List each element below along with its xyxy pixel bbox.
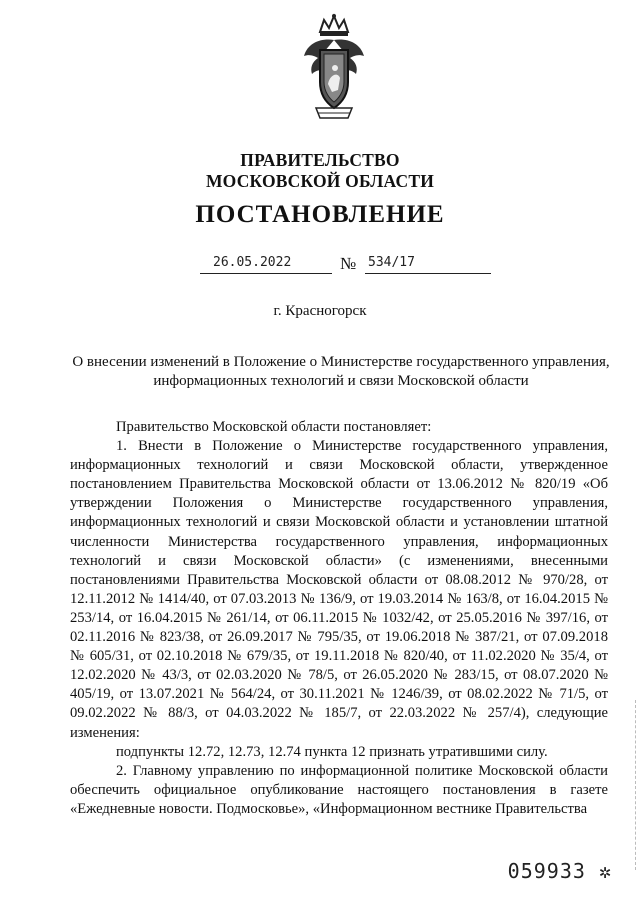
number-sign: № bbox=[340, 254, 357, 273]
item-1-paragraph: 1. Внести в Положение о Министерстве государственного управления, информационных технологий и связи Московской области, утвержденное постановлением Правительства Московской области от 13.06.2012 № 820/19 «Об утверждении Положения о Министерстве государственного управления, информационных технологий и связи Московской области и установлении штатной численности Министерства государственного управления, информационных технологий и связи Московской области» (с изменениями, внесенными постановлениями Правительства Московской области от 08.08.2012 № 970/28, от 12.11.2012 № 1414/40, от 07.03.2013 № 136/9, от 19.03.2014 № 163/8, от 16.04.2015 № 253/14, от 16.04.2015 № 261/14, от 06.11.2015 № 1032/42, от 25.05.2016 № 397/16, от 02.11.2016 № 823/38, от 26.09.2017 № 795/35, от 19.06.2018 № 387/21, от 07.09.2018 № 605/31, от 02.10.2018 № 679/35, от 19.11.2018 № 820/40, от 11.02.2020 № 35/4, от 12.02.2020 № 43/3, от 02.03.2020 № 78/5, от 26.05.2020 № 283/15, от 08.07.2020 № 405/19, от 13.07.2021 № 564/24, от 30.11.2021 № 1246/39, от 08.02.2022 № 71/5, от 09.02.2022 № 88/3, от 04.03.2022 № 185/7, от 22.03.2022 № 257/4), следующие изменения: bbox=[70, 438, 608, 741]
subitems-paragraph: подпункты 12.72, 12.73, 12.74 пункта 12 признать утратившими силу. bbox=[116, 743, 548, 760]
document-date: 26.05.2022 bbox=[213, 255, 292, 270]
date-underline bbox=[200, 273, 332, 274]
document-subject: О внесении изменений в Положение о Министерстве государственного управления, информационных технологий и связи Московской области bbox=[72, 354, 610, 389]
serial-number: 059933 ✲ bbox=[507, 859, 612, 883]
government-name-line2: МОСКОВСКОЙ ОБЛАСТИ bbox=[205, 171, 435, 191]
coat-of-arms-emblem bbox=[298, 12, 370, 122]
number-underline bbox=[365, 273, 491, 274]
date-number-line bbox=[0, 255, 640, 275]
document-body bbox=[70, 418, 608, 819]
intro-paragraph: Правительство Московской области постановляет: bbox=[116, 419, 432, 435]
government-name-line1: ПРАВИТЕЛЬСТВО bbox=[240, 150, 400, 170]
margin-mark bbox=[634, 700, 636, 870]
document-number: 534/17 bbox=[368, 255, 415, 270]
item-2-paragraph: 2. Главному управлению по информационной политике Московской области обеспечить официальное опубликование настоящего постановления в газете «Ежедневные новости. Подмосковье», «Информационном вестнике Правительства bbox=[70, 762, 608, 817]
city: г. Красногорск bbox=[273, 303, 367, 319]
document-type-title: ПОСТАНОВЛЕНИЕ bbox=[195, 201, 445, 228]
